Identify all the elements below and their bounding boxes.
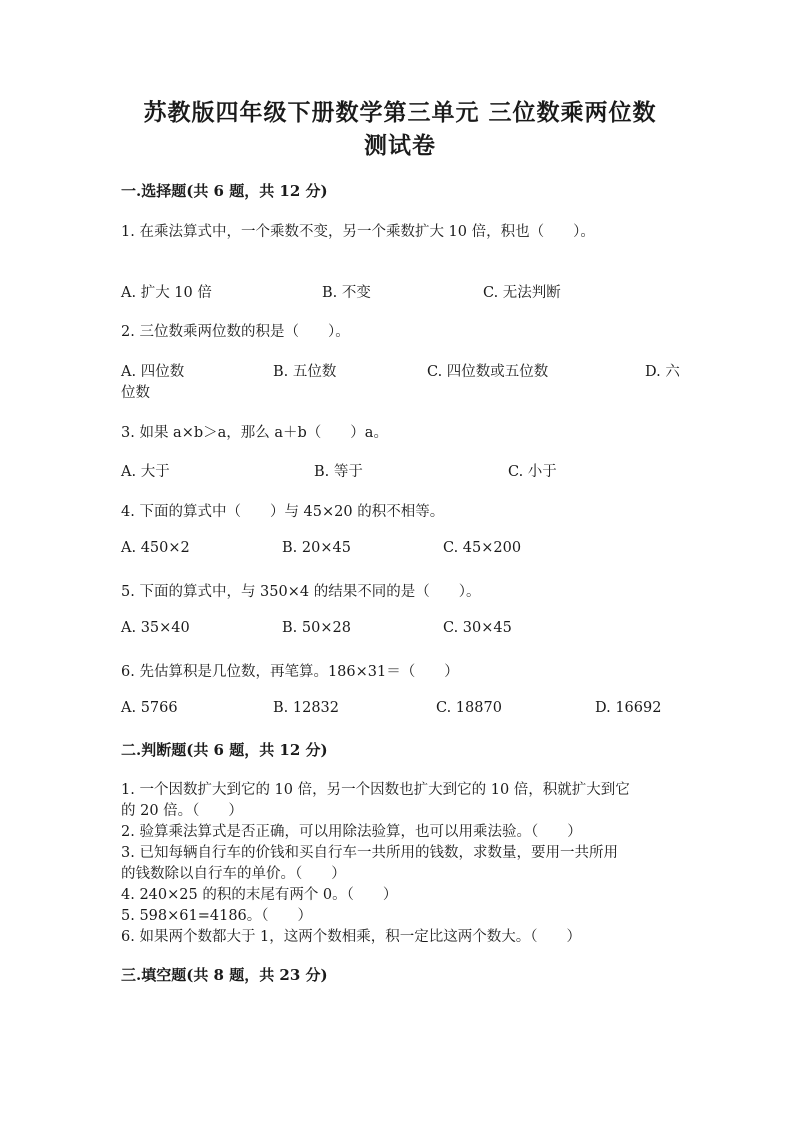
section-heading-fill: 三.填空题(共 8 题，共 23 分) [121, 966, 328, 984]
section-heading-judge: 二.判断题(共 6 题，共 12 分) [121, 741, 328, 759]
option-wrap: 位数 [121, 385, 150, 401]
question-text: 4. 下面的算式中（ ）与 45×20 的积不相等。 [121, 504, 445, 520]
option-b: B. 50×28 [282, 620, 351, 636]
option-b: B. 12832 [273, 700, 340, 716]
option-c: C. 18870 [436, 700, 502, 716]
page-title-line2: 测试卷 [364, 132, 436, 159]
judge-line: 的钱数除以自行车的单价。（ ） [121, 866, 346, 882]
judge-line: 3. 已知每辆自行车的价钱和买自行车一共所用的钱数，求数量，要用一共所用 [121, 845, 618, 861]
option-d: D. 六 [645, 364, 680, 380]
option-d: D. 16692 [595, 700, 662, 716]
question-text: 3. 如果 a×b＞a，那么 a＋b（ ）a。 [121, 425, 388, 441]
option-c: C. 小于 [508, 464, 557, 480]
option-b: B. 20×45 [282, 540, 351, 556]
judge-line: 4. 240×25 的积的末尾有两个 0。（ ） [121, 887, 398, 903]
option-c: C. 四位数或五位数 [427, 364, 549, 380]
judge-line: 1. 一个因数扩大到它的 10 倍，另一个因数也扩大到它的 10 倍，积就扩大到它 [121, 782, 630, 798]
option-a: A. 扩大 10 倍 [121, 285, 212, 301]
question-text: 5. 下面的算式中，与 350×4 的结果不同的是（ ）。 [121, 584, 481, 600]
option-a: A. 450×2 [121, 540, 190, 556]
option-c: C. 45×200 [443, 540, 522, 556]
option-b: B. 五位数 [273, 364, 337, 380]
option-c: C. 无法判断 [483, 285, 561, 301]
option-a: A. 5766 [121, 700, 178, 716]
option-a: A. 四位数 [121, 364, 185, 380]
option-a: A. 35×40 [121, 620, 190, 636]
question-text: 1. 在乘法算式中，一个乘数不变，另一个乘数扩大 10 倍，积也（ ）。 [121, 224, 595, 240]
judge-line: 的 20 倍。（ ） [121, 803, 243, 819]
option-b: B. 不变 [322, 285, 371, 301]
question-text: 6. 先估算积是几位数，再笔算。186×31＝（ ） [121, 664, 459, 680]
section-heading-choice: 一.选择题(共 6 题，共 12 分) [121, 182, 328, 200]
judge-line: 2. 验算乘法算式是否正确，可以用除法验算，也可以用乘法验。（ ） [121, 824, 582, 840]
page-title: 苏教版四年级下册数学第三单元 三位数乘两位数 [143, 99, 657, 126]
judge-line: 5. 598×61=4186。（ ） [121, 908, 313, 924]
question-text: 2. 三位数乘两位数的积是（ ）。 [121, 324, 350, 340]
option-a: A. 大于 [121, 464, 170, 480]
option-c: C. 30×45 [443, 620, 512, 636]
judge-line: 6. 如果两个数都大于 1，这两个数相乘，积一定比这两个数大。（ ） [121, 929, 582, 945]
option-b: B. 等于 [314, 464, 363, 480]
